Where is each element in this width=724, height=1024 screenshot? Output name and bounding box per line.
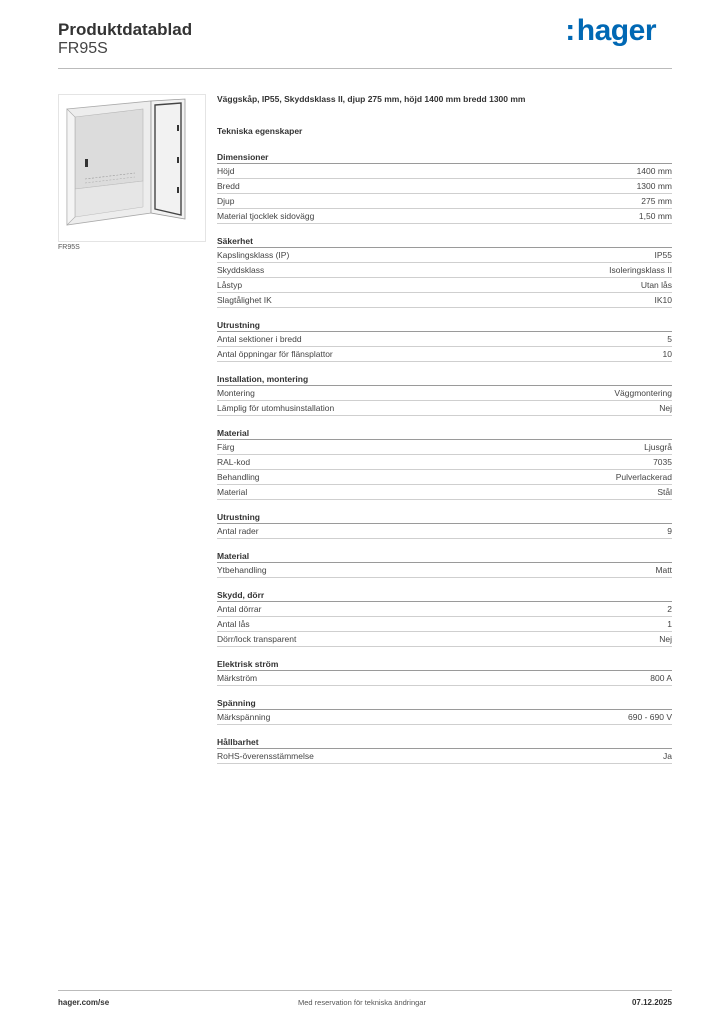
spec-row — [217, 332, 672, 347]
spec-row — [217, 440, 672, 455]
spec-value: 690 - 690 V — [628, 712, 672, 722]
spec-row — [217, 278, 672, 293]
spec-label: Antal lås — [217, 619, 250, 629]
spec-section — [217, 550, 672, 578]
spec-label: Material tjocklek sidovägg — [217, 211, 315, 221]
spec-section — [217, 736, 672, 764]
footer-date: 07.12.2025 — [631, 998, 672, 1007]
spec-value: 7035 — [653, 457, 672, 467]
spec-label: Djup — [217, 196, 235, 206]
spec-section — [217, 319, 672, 362]
spec-value: IK10 — [654, 295, 672, 305]
header-divider — [58, 68, 672, 69]
spec-row — [217, 524, 672, 539]
spec-row — [217, 209, 672, 224]
spec-value: Isoleringsklass II — [609, 265, 672, 275]
spec-value: 10 — [662, 349, 672, 359]
spec-value: 275 mm — [641, 196, 672, 206]
spec-value: Nej — [659, 634, 672, 644]
spec-value: 5 — [667, 334, 672, 344]
spec-row — [217, 386, 672, 401]
spec-value: Nej — [659, 403, 672, 413]
spec-row — [217, 347, 672, 362]
spec-row — [217, 617, 672, 632]
spec-value: Ljusgrå — [644, 442, 672, 452]
spec-label: Material — [217, 487, 248, 497]
spec-value: 2 — [667, 604, 672, 614]
spec-label: Antal dörrar — [217, 604, 262, 614]
product-description: Väggskåp, IP55, Skyddsklass II, djup 275 mm, höjd 1400 mm bredd 1300 mm — [217, 94, 526, 104]
spec-label: Behandling — [217, 472, 260, 482]
spec-section — [217, 427, 672, 500]
spec-section — [217, 235, 672, 308]
spec-value: 1 — [667, 619, 672, 629]
spec-label: Montering — [217, 388, 255, 398]
spec-row — [217, 749, 672, 764]
spec-label: RAL-kod — [217, 457, 251, 467]
spec-row — [217, 710, 672, 725]
spec-label: Antal rader — [217, 526, 259, 536]
spec-value: Stål — [657, 487, 672, 497]
footer-website[interactable]: hager.com/se — [58, 998, 110, 1007]
spec-label: Höjd — [217, 166, 235, 176]
spec-label: Skyddsklass — [217, 265, 265, 275]
spec-section — [217, 511, 672, 539]
logo-text: hager — [576, 14, 656, 47]
spec-label: Låstyp — [217, 280, 243, 290]
spec-row — [217, 671, 672, 686]
spec-value: 9 — [667, 526, 672, 536]
spec-row — [217, 563, 672, 578]
spec-row — [217, 632, 672, 647]
section-title: Installation, montering — [217, 373, 672, 386]
spec-row — [217, 263, 672, 278]
spec-label: Lämplig för utomhusinstallation — [217, 403, 335, 413]
spec-row — [217, 401, 672, 416]
spec-row — [217, 248, 672, 263]
section-title: Elektrisk ström — [217, 658, 672, 671]
spec-label: Antal öppningar för flänsplattor — [217, 349, 333, 359]
properties-heading: Tekniska egenskaper — [217, 126, 303, 136]
spec-label: Bredd — [217, 181, 240, 191]
spec-row — [217, 455, 672, 470]
spec-value: 800 A — [650, 673, 672, 683]
spec-label: Antal sektioner i bredd — [217, 334, 302, 344]
spec-row — [217, 164, 672, 179]
section-title: Spänning — [217, 697, 672, 710]
hager-logo: :hager — [565, 14, 656, 47]
spec-value: Väggmontering — [614, 388, 672, 398]
spec-row — [217, 194, 672, 209]
product-image — [58, 94, 206, 242]
section-title: Dimensioner — [217, 151, 672, 164]
footer-disclaimer: Med reservation för tekniska ändringar — [298, 998, 426, 1007]
spec-sections — [217, 151, 672, 764]
spec-section — [217, 151, 672, 224]
spec-section — [217, 697, 672, 725]
spec-value: 1,50 mm — [638, 211, 672, 221]
section-title: Hållbarhet — [217, 736, 672, 749]
section-title: Material — [217, 427, 672, 440]
spec-row — [217, 179, 672, 194]
spec-label: Ytbehandling — [217, 565, 267, 575]
spec-section — [217, 658, 672, 686]
page-title: Produktdatablad — [58, 20, 193, 39]
spec-row — [217, 470, 672, 485]
spec-row — [217, 293, 672, 308]
spec-row — [217, 485, 672, 500]
section-title: Säkerhet — [217, 235, 672, 248]
spec-value: 1400 mm — [636, 166, 672, 176]
spec-section — [217, 589, 672, 647]
spec-value: Ja — [663, 751, 672, 761]
spec-label: Märkström — [217, 673, 258, 683]
spec-section — [217, 373, 672, 416]
spec-label: Färg — [217, 442, 235, 452]
image-caption: FR95S — [58, 244, 80, 251]
footer-divider — [58, 990, 672, 991]
section-title: Material — [217, 550, 672, 563]
spec-label: Slagtålighet IK — [217, 295, 272, 305]
spec-value: Matt — [655, 565, 672, 575]
section-title: Skydd, dörr — [217, 589, 672, 602]
spec-label: Kapslingsklass (IP) — [217, 250, 290, 260]
spec-value: 1300 mm — [636, 181, 672, 191]
spec-row — [217, 602, 672, 617]
spec-label: Dörr/lock transparent — [217, 634, 297, 644]
enclosure-cabinet-icon — [59, 95, 205, 241]
spec-value: Utan lås — [640, 280, 672, 290]
product-code: FR95S — [58, 40, 108, 57]
spec-value: IP55 — [654, 250, 672, 260]
spec-label: Märkspänning — [217, 712, 271, 722]
spec-label: RoHS-överensstämmelse — [217, 751, 314, 761]
section-title: Utrustning — [217, 319, 672, 332]
spec-content — [217, 94, 672, 775]
spec-value: Pulverlackerad — [615, 472, 672, 482]
section-title: Utrustning — [217, 511, 672, 524]
